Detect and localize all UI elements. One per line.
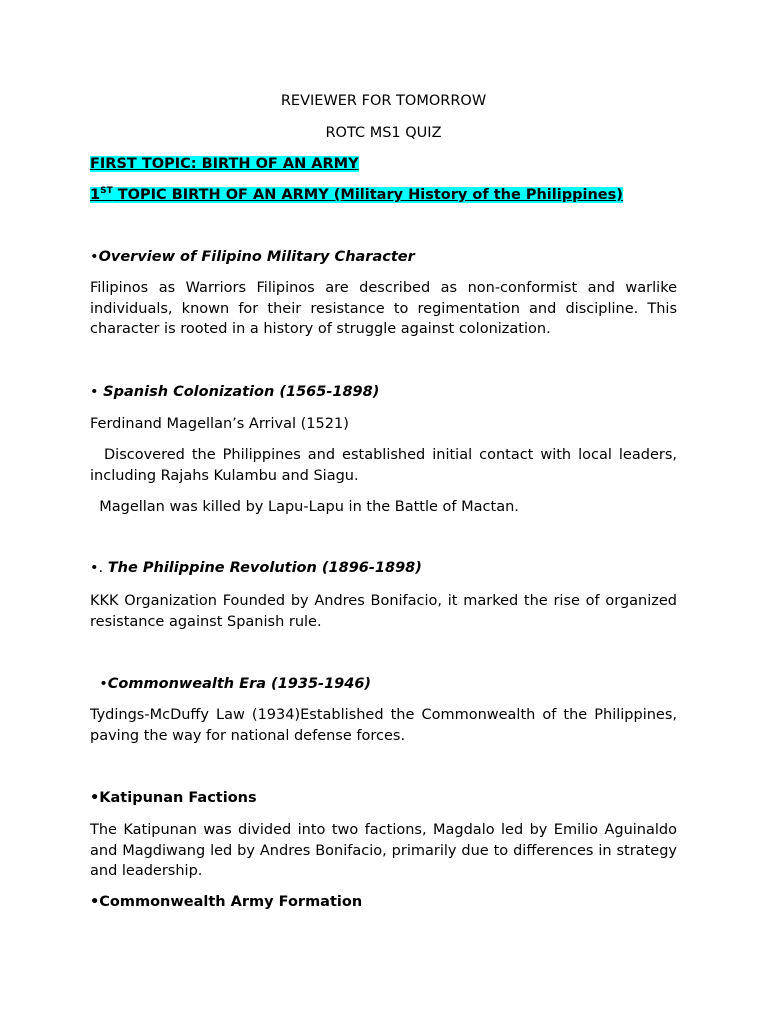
section-heading-katipunan: •Katipunan Factions: [90, 790, 257, 806]
section-heading-commonwealth: [90, 674, 677, 695]
spanish-heading-text: Spanish Colonization (1565-1898): [103, 384, 380, 400]
topic-heading-highlight: FIRST TOPIC: BIRTH OF AN ARMY: [90, 156, 359, 172]
section-heading-army-formation: •Commonwealth Army Formation: [90, 894, 363, 910]
commonwealth-heading-text: Commonwealth Era (1935-1946): [107, 676, 372, 692]
topic-number: 1: [90, 187, 101, 203]
topic-heading: [90, 154, 677, 175]
document-subtitle: ROTC MS1 QUIZ: [325, 125, 442, 141]
topic-heading-numbered: [90, 185, 677, 206]
commonwealth-paragraph: Tydings-McDuffy Law (1934)Established the Commonwealth of the Philippines, paving the way for national defense forces.: [90, 707, 677, 744]
bullet: •: [90, 676, 108, 692]
revolution-paragraph: KKK Organization Founded by Andres Bonifacio, it marked the rise of organized resistance against Spanish rule.: [90, 593, 677, 630]
magellan-point-2: Magellan was killed by Lapu-Lapu in the Battle of Mactan.: [90, 499, 519, 515]
topic-heading-numbered-highlight: [90, 187, 623, 203]
bullet: •: [90, 384, 104, 400]
section-heading-revolution: [90, 558, 677, 579]
bullet: •: [90, 249, 99, 265]
section-heading-spanish: [90, 382, 677, 403]
overview-paragraph: Filipinos as Warriors Filipinos are described as non-conformist and warlike individuals, known for their resistance to regimentation and discipline. This character is rooted in a history of struggle against colonization.: [90, 280, 677, 338]
bullet: •.: [90, 560, 108, 576]
ordinal-suffix: ST: [100, 186, 113, 196]
document-title: REVIEWER FOR TOMORROW: [280, 93, 487, 109]
katipunan-paragraph: The Katipunan was divided into two factions, Magdalo led by Emilio Aguinaldo and Magdiwang led by Andres Bonifacio, primarily due to differences in strategy and leadership.: [90, 822, 677, 880]
topic-heading-text: TOPIC BIRTH OF AN ARMY (Military History of the Philippines): [112, 187, 623, 203]
section-heading-overview: [90, 247, 677, 268]
revolution-heading-text: The Philippine Revolution (1896-1898): [107, 560, 422, 576]
overview-heading-text: Overview of Filipino Military Character: [98, 249, 415, 265]
magellan-point-1: Discovered the Philippines and established initial contact with local leaders, including Rajahs Kulambu and Siagu.: [90, 447, 682, 484]
magellan-subheading: Ferdinand Magellan’s Arrival (1521): [90, 416, 349, 432]
